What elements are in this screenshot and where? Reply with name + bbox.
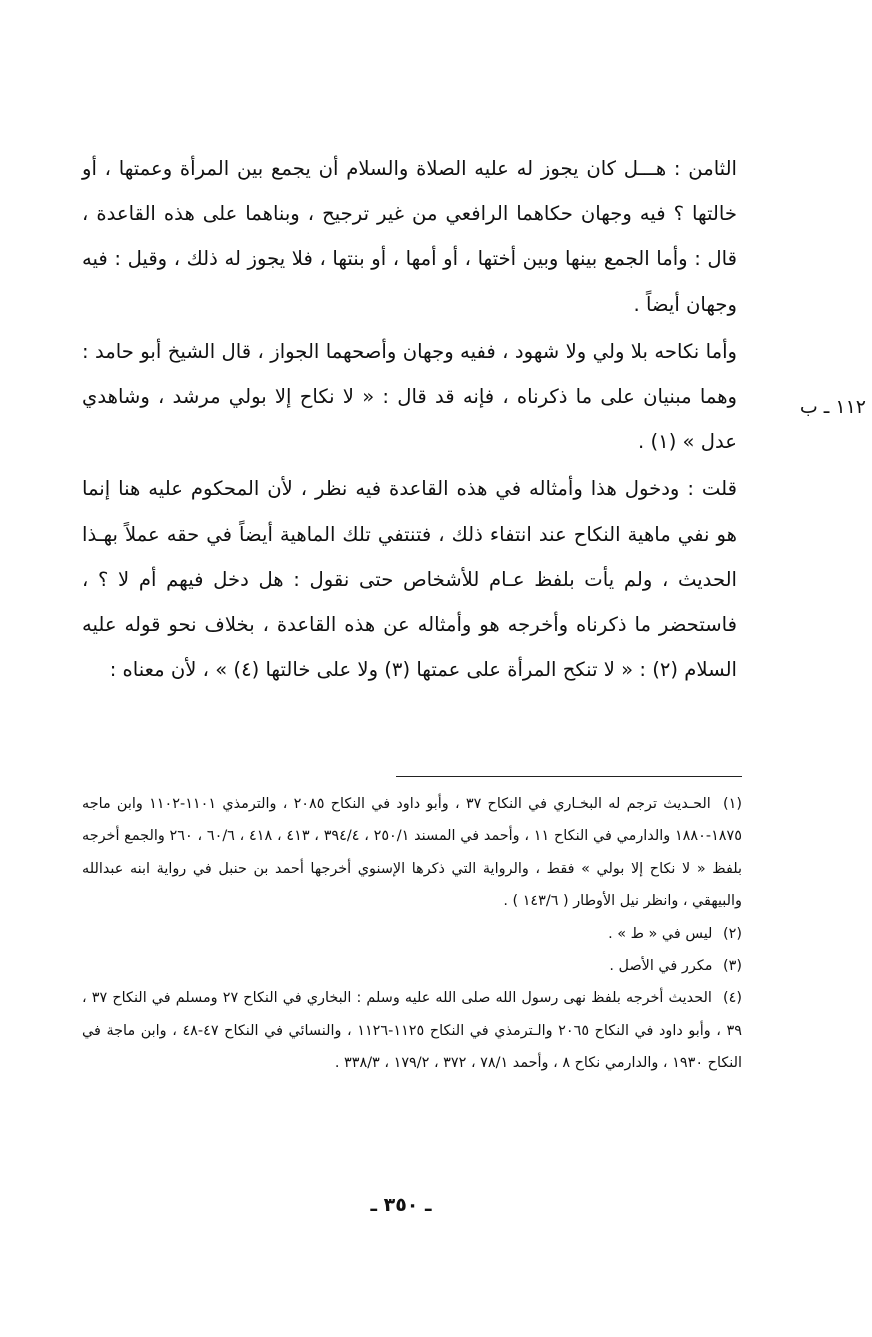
manuscript-folio-note: ١١٢ ـ ب — [799, 396, 866, 418]
footnote — [82, 950, 742, 982]
footnote-number: (٣) — [723, 958, 742, 975]
paragraph-marriage: وأما نكاحه بلا ولي ولا شهود ، ففيه وجهان وأصحهما الجواز ، قال الشيخ أبو حامد : وهما مبنيان على ما ذكرناه ، فإنه قد قال : « لا نكاح إلا بولي مرشد ، وشاهدي عدل » (١) . — [82, 339, 737, 454]
footnote-text: الحـديث ترجم له البخـاري في النكاح ٣٧ ، وأبو داود في النكاح ٢٠٨٥ ، والترمذي ١١٠١-١١٠٢ وابن ماجه ١٨٧٥-١٨٨٠ والدارمي في النكاح ١١ ، وأحمد في المسند ٢٥٠/١ ، ٣٩٤/٤ ، ٤١٣ ، ٤١٨ ، ٦٠/٦ ، ٢٦٠ والجمع أخرجه بلفظ « لا نكاح إلا بولي » فقط ، والرواية التي ذكرها الإسنوي أخرجها أحمد بن حنبل في رواية ابنه عبدالله والبيهقي ، وانظر نيل الأوطار ( ١٤٣/٦ ) . — [82, 796, 742, 910]
footnote-number: (١) — [723, 796, 743, 812]
footnote-number: (٤) — [723, 990, 742, 1007]
footnote-divider — [396, 776, 742, 777]
paragraph-eighth: الثامن : هـــل كان يجوز له عليه الصلاة والسلام أن يجمع بين المرأة وعمتها ، أو خالتها ؟ فيه وجهان حكاهما الرافعي من غير ترجيح ، وبناهما على هذه القاعدة ، قال : وأما الجمع بينها وبين أختها ، أو أمها ، أو بنتها ، فلا يجوز له ذلك ، وقيل : فيه وجهان أيضاً . — [82, 157, 737, 316]
footnote — [82, 788, 742, 918]
footnote — [82, 982, 742, 1079]
footnote-text: الحديث أخرجه بلفظ نهى رسول الله صلى الله عليه وسلم : البخاري في النكاح ٢٧ ومسلم في النكاح ٣٧ ، ٣٩ ، وأبو داود في النكاح ٢٠٦٥ والـترمذي في النكاح ١١٢٥-١١٢٦ ، والنسائي في النكاح ٤٧-٤٨ ، وابن ماجة في النكاح ١٩٣٠ ، والدارمي نكاح ٨ ، وأحمد ٧٨/١ ، ٣٧٢ ، ١٧٩/٢ ، ٣٣٨/٣ . — [82, 990, 742, 1072]
main-text — [82, 146, 737, 692]
footnote — [82, 918, 742, 950]
paragraph-commentary: قلت : ودخول هذا وأمثاله في هذه القاعدة فيه نظر ، لأن المحكوم عليه هنا إنما هو نفي ماهية النكاح عند انتفاء ذلك ، فتنتفي تلك الماهية أيضاً في حقه عملاً بهـذا الحديث ، ولم يأت بلفظ عـام للأشخاص حتى نقول : هل دخل فيهم أم لا ؟ ، فاستحضر ما ذكرناه وأخرجه هو وأمثاله عن هذه القاعدة ، بخلاف نحو قوله عليه السلام (٢) : « لا تنكح المرأة على عمتها (٣) ولا على خالتها (٤) » ، لأن معناه : — [82, 477, 737, 682]
footnote-text: ليس في « ط » . — [608, 925, 713, 942]
footnotes — [82, 788, 742, 1080]
page-number: ـ ٣٥٠ ـ — [370, 1194, 432, 1216]
footnote-number: (٢) — [723, 925, 742, 942]
footnote-text: مكرر في الأصل . — [609, 958, 713, 975]
